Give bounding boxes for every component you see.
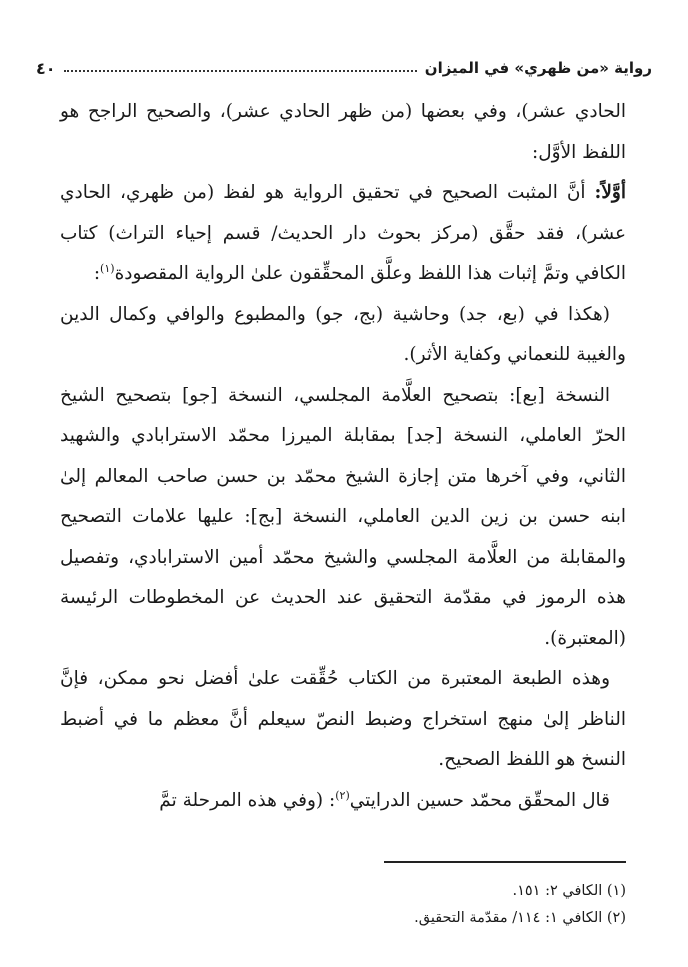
paragraph-3-quote: (هكذا في (بع، جد) وحاشية (بج، جو) والمطبوع والوافي وكمال الدين والغيبة للنعماني وكفاية الأثر). (60, 303, 626, 365)
footnote-separator (384, 861, 626, 863)
paragraph-2 (60, 173, 626, 295)
footnote-ref-1: (١) (100, 261, 115, 275)
page-number: ٤٠ (36, 58, 56, 78)
footnote-2: (٢) الكافي ١: ١١٤/ مقدّمة التحقيق. (414, 910, 626, 926)
footnotes (60, 878, 626, 932)
paragraph-6-end: : (وفي هذه المرحلة تمَّ (159, 789, 336, 811)
paragraph-5: وهذه الطبعة المعتبرة من الكتاب حُقِّقت علىٰ أفضل نحو ممكن، فإنَّ الناظر إلىٰ منهج استخراج وضبط النصّ سيعلم أنَّ معظم ما في أضبط النسخ هو اللفظ الصحيح. (60, 668, 626, 770)
header-title: رواية «من ظهري» في الميزان (424, 59, 652, 77)
header-dot-leader (64, 70, 417, 72)
running-header (36, 54, 652, 82)
paragraph-1: الحادي عشر)، وفي بعضها (من ظهر الحادي عشر)، والصحيح الراجح هو اللفظ الأوَّل: (60, 101, 626, 163)
paragraph-2-lead-word: أوَّلاً: (594, 182, 626, 203)
footnote-ref-2: (٢) (335, 788, 350, 802)
body-text (60, 92, 626, 821)
paragraph-2-end: : (93, 263, 101, 284)
paragraph-6-text: قال المحقّق محمّد حسين الدرايتي (349, 789, 610, 811)
footnote-1: (١) الكافي ٢: ١٥١. (512, 883, 626, 899)
paragraph-4-manuscripts: النسخة [بع]: بتصحيح العلَّامة المجلسي، النسخة [جو] بتصحيح الشيخ الحرّ العاملي، النسخة [جد] بمقابلة الميرزا محمّد الاسترابادي والشهيد الثاني، وفي آخرها متن إجازة الشيخ محمّد بن حسن صاحب المعالم إلىٰ ابنه حسن بن زين الدين العاملي، النسخة [بج]: عليها علامات التصحيح والمقابلة من العلَّامة المجلسي والشيخ محمّد أمين الاسترابادي، وتفصيل هذه الرموز في مقدّمة التحقيق عند الحديث عن المخطوطات الرئيسة (المعتبرة). (60, 384, 626, 649)
paragraph-2-text: أنَّ المثبت الصحيح في تحقيق الرواية هو لفظ (من ظهري، الحادي عشر)، فقد حقَّق (مركز بحوث دار الحديث/ قسم إحياء التراث) كتاب الكافي وتمَّ إثبات هذا اللفظ وعلَّق المحقِّقون علىٰ الرواية المقصودة (60, 182, 626, 284)
paragraph-6 (60, 781, 626, 822)
